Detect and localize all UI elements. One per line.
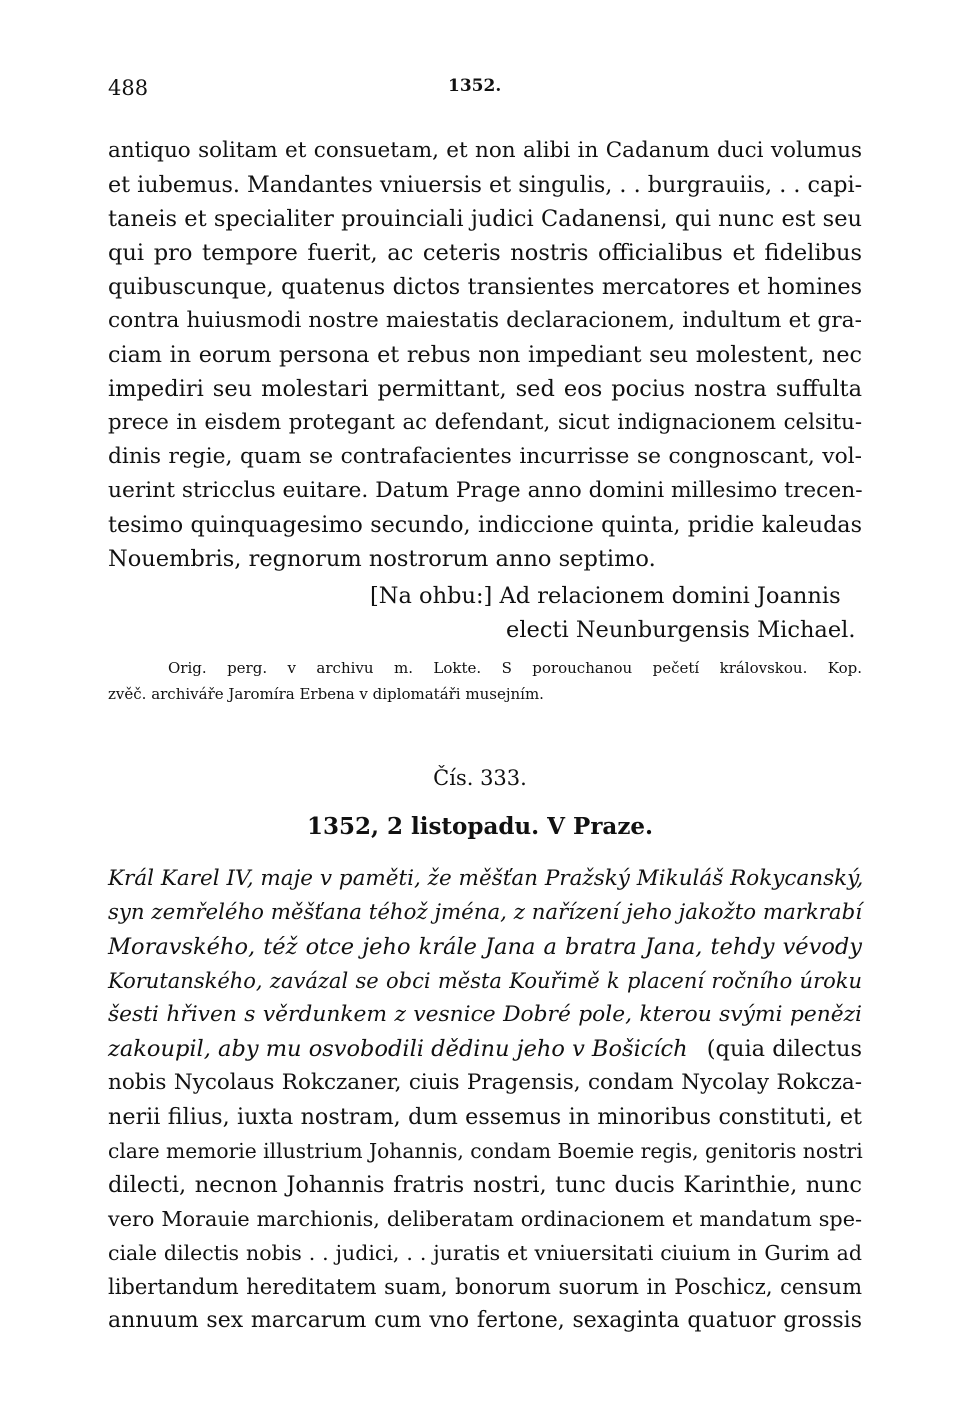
text-line: clare memorie illustrium Johannis, condam Boemie regis, genitoris nostri [108,1139,863,1163]
regest-line: Král Karel IV, maje v paměti, že měšťan Pražský Mikuláš Rokycanský, [108,866,864,891]
running-header-year: 1352. [448,76,502,96]
regest-line: šesti hřiven s věrdunkem z vesnice Dobré pole, kterou svými penězi [108,1002,862,1027]
signature-line: [Na ohbu:] Ad relacionem domini Joannis [370,583,841,609]
source-note-line: zvěč. archiváře Jaromíra Erbena v diplomatáři musejním. [108,685,544,703]
regest-line: zakoupil, aby mu osvobodili dědinu jeho v Bošicích [108,1036,688,1062]
text-line: annuum sex marcarum cum vno fertone, sexaginta quatuor grossis [108,1308,862,1333]
regest-line: Korutanského, zavázal se obci města Kouřimě k placení ročního úroku [108,969,862,993]
body-line: Nouembris, regnorum nostrorum anno septimo. [108,546,656,572]
regest-final-line [108,1035,862,1063]
body-line: taneis et specialiter prouinciali judici Cadanensi, qui nunc est seu [108,206,862,232]
body-line: qui pro tempore fuerit, ac ceteris nostris officialibus et fidelibus [108,240,862,266]
text-line: nerii filius, iuxta nostram, dum essemus in minoribus constituti, et [108,1104,862,1130]
body-line: tesimo quinquagesimo secundo, indiccione quinta, pridie kaleudas [108,512,862,538]
body-line: et iubemus. Mandantes vniuersis et singulis, . . burgrauiis, . . capi- [108,172,863,198]
body-line: contra huiusmodi nostre maiestatis declaracionem, indultum et gra- [108,308,862,333]
body-line: antiquo solitam et consuetam, et non alibi in Cadanum duci volumus [108,138,862,163]
body-line: dinis regie, quam se contrafacientes incurrisse se congnoscant, vol- [108,444,862,469]
document-date: 1352, 2 listopadu. V Praze. [306,813,654,840]
body-line: ciam in eorum persona et rebus non impediant seu molestent, nec [108,342,862,368]
text-line: vero Morauie marchionis, deliberatam ordinacionem et mandatum spe- [108,1207,862,1231]
body-line: prece in eisdem protegant ac defendant, sicut indignacionem celsitu- [108,410,862,435]
text-line: ciale dilectis nobis . . judici, . . juratis et vniuersitati ciuium in Gurim ad [108,1241,862,1265]
text-start: (quia dilectus [706,1036,862,1062]
document-number: Čís. 333. [433,766,527,790]
page-number: 488 [108,76,149,100]
body-line: uerint stricclus euitare. Datum Prage anno domini millesimo trecen- [108,478,863,503]
signature-line: electi Neunburgensis Michael. [506,617,856,643]
regest-line: syn zemřelého měšťana téhož jména, z nařízení jeho jakožto markrabí [108,900,862,925]
text-line: nobis Nycolaus Rokczaner, ciuis Pragensis, condam Nycolay Rokcza- [108,1070,862,1095]
text-line: dilecti, necnon Johannis fratris nostri, tunc ducis Karinthie, nunc [108,1172,862,1198]
regest-line: Moravského, též otce jeho krále Jana a bratra Jana, tehdy vévody [108,934,862,960]
body-line: impediri seu molestari permittant, sed eos pocius nostra suffulta [108,376,862,402]
text-line: libertandum hereditatem suam, bonorum suorum in Poschicz, censum [108,1275,862,1299]
body-line: quibuscunque, quatenus dictos transientes mercatores et homines [108,274,862,300]
source-note-line: Orig. perg. v archivu m. Lokte. S porouchanou pečetí královskou. Kop. [168,659,862,677]
